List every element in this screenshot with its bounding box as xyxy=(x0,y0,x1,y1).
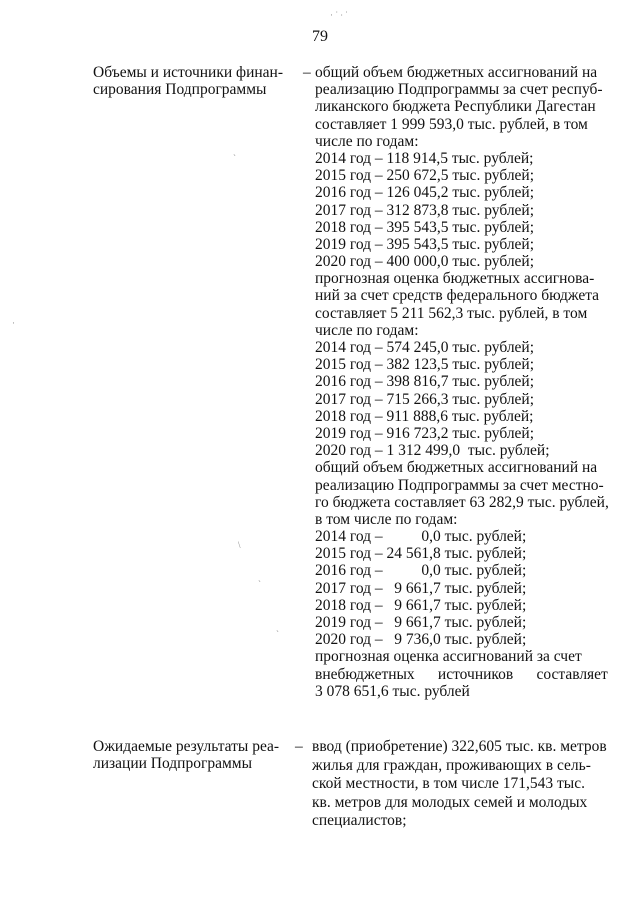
text-line: общий объем бюджетных ассигнований на xyxy=(315,64,598,81)
year-amount: 2014 год – 118 914,5 тыс. рублей; xyxy=(315,149,534,167)
text-line: прогнозная оценка ассигнований за счет xyxy=(315,648,582,666)
year-amount: 2018 год – 395 543,5 тыс. рублей; xyxy=(315,218,535,236)
year-amount: 2019 год – 395 543,5 тыс. рублей; xyxy=(315,235,535,253)
text-line: ликанского бюджета Республики Дагестан xyxy=(315,98,596,116)
year-amount: 2019 год – 916 723,2 тыс. рублей; xyxy=(315,424,535,442)
year-amount: 2018 год – 911 888,6 тыс. рублей; xyxy=(315,407,534,425)
text-line: ввод (приобретение) 322,605 тыс. кв. метров xyxy=(312,738,607,755)
text-line: внебюджетных источников составляет xyxy=(315,665,608,683)
year-amount: 2018 год – 9 661,7 тыс. рублей; xyxy=(315,596,527,614)
results-section-content xyxy=(312,738,607,831)
text-line: ской местности, в том числе 171,543 тыс. xyxy=(312,775,585,792)
year-amount: 2017 год – 9 661,7 тыс. рублей; xyxy=(315,579,527,597)
scan-speck: · xyxy=(12,318,15,328)
scan-speck: ˏ xyxy=(258,572,261,582)
year-amount: 2017 год – 715 266,3 тыс. рублей; xyxy=(315,390,535,408)
year-amount: 2020 год – 400 000,0 тыс. рублей; xyxy=(315,253,535,271)
year-amount: 2015 год – 24 561,8 тыс. рублей; xyxy=(315,545,527,563)
year-amount: 2014 год – 0,0 тыс. рублей; xyxy=(315,528,527,546)
scan-speck: ˏ xyxy=(233,146,236,156)
year-amount: 2015 год – 382 123,5 тыс. рублей; xyxy=(315,356,535,374)
scan-speck: · ˙ ∙ ˙ xyxy=(330,10,348,20)
text-line: жилья для граждан, проживающих в сель- xyxy=(312,756,591,774)
text-line: кв. метров для молодых семей и молодых xyxy=(312,793,588,811)
year-amount: 2014 год – 574 245,0 тыс. рублей; xyxy=(315,339,535,356)
year-amount: 2016 год – 398 816,7 тыс. рублей; xyxy=(315,373,535,391)
scan-speck: ˏ xyxy=(276,622,279,632)
scan-speck: \ xyxy=(238,540,241,550)
text-line: в том числе по годам: xyxy=(315,510,458,528)
text-line: реализацию Подпрограммы за счет респуб- xyxy=(315,81,603,99)
year-amount: 2020 год – 9 736,0 тыс. рублей; xyxy=(315,631,527,649)
list-dash: – xyxy=(295,738,303,755)
results-section-label xyxy=(93,738,293,772)
text-line: специалистов; xyxy=(312,812,407,829)
year-amount: 2020 год – 1 312 499,0 тыс. рублей; xyxy=(315,442,550,460)
text-line: ний за счет средств федерального бюджета xyxy=(315,287,600,305)
label-line: лизации Подпрограммы xyxy=(93,755,252,772)
text-line: го бюджета составляет 63 282,9 тыс. рублей, xyxy=(315,493,609,511)
text-line: числе по годам: xyxy=(315,321,419,339)
label-line: сирования Подпрограммы xyxy=(93,81,267,98)
funding-section-content xyxy=(315,64,609,700)
text-line: 3 078 651,6 тыс. рублей xyxy=(315,682,470,700)
funding-section-label xyxy=(93,64,293,98)
text-line: составляет 5 211 562,3 тыс. рублей, в том xyxy=(315,304,588,322)
year-amount: 2017 год – 312 873,8 тыс. рублей; xyxy=(315,201,535,219)
list-dash: – xyxy=(303,64,311,81)
label-line: Объемы и источники финан- xyxy=(93,64,284,81)
year-amount: 2019 год – 9 661,7 тыс. рублей; xyxy=(315,614,527,631)
year-amount: 2016 год – 126 045,2 тыс. рублей; xyxy=(315,184,535,202)
text-line: числе по годам: xyxy=(315,132,419,150)
year-amount: 2015 год – 250 672,5 тыс. рублей; xyxy=(315,167,535,185)
label-line: Ожидаемые результаты реа- xyxy=(93,738,280,755)
page-number: 79 xyxy=(312,28,328,45)
year-amount: 2016 год – 0,0 тыс. рублей; xyxy=(315,562,527,580)
text-line: общий объем бюджетных ассигнований на xyxy=(315,459,598,477)
text-line: реализацию Подпрограммы за счет местно- xyxy=(315,476,604,494)
text-line: составляет 1 999 593,0 тыс. рублей, в том xyxy=(315,115,588,133)
text-line: прогнозная оценка бюджетных ассигнова- xyxy=(315,270,595,288)
